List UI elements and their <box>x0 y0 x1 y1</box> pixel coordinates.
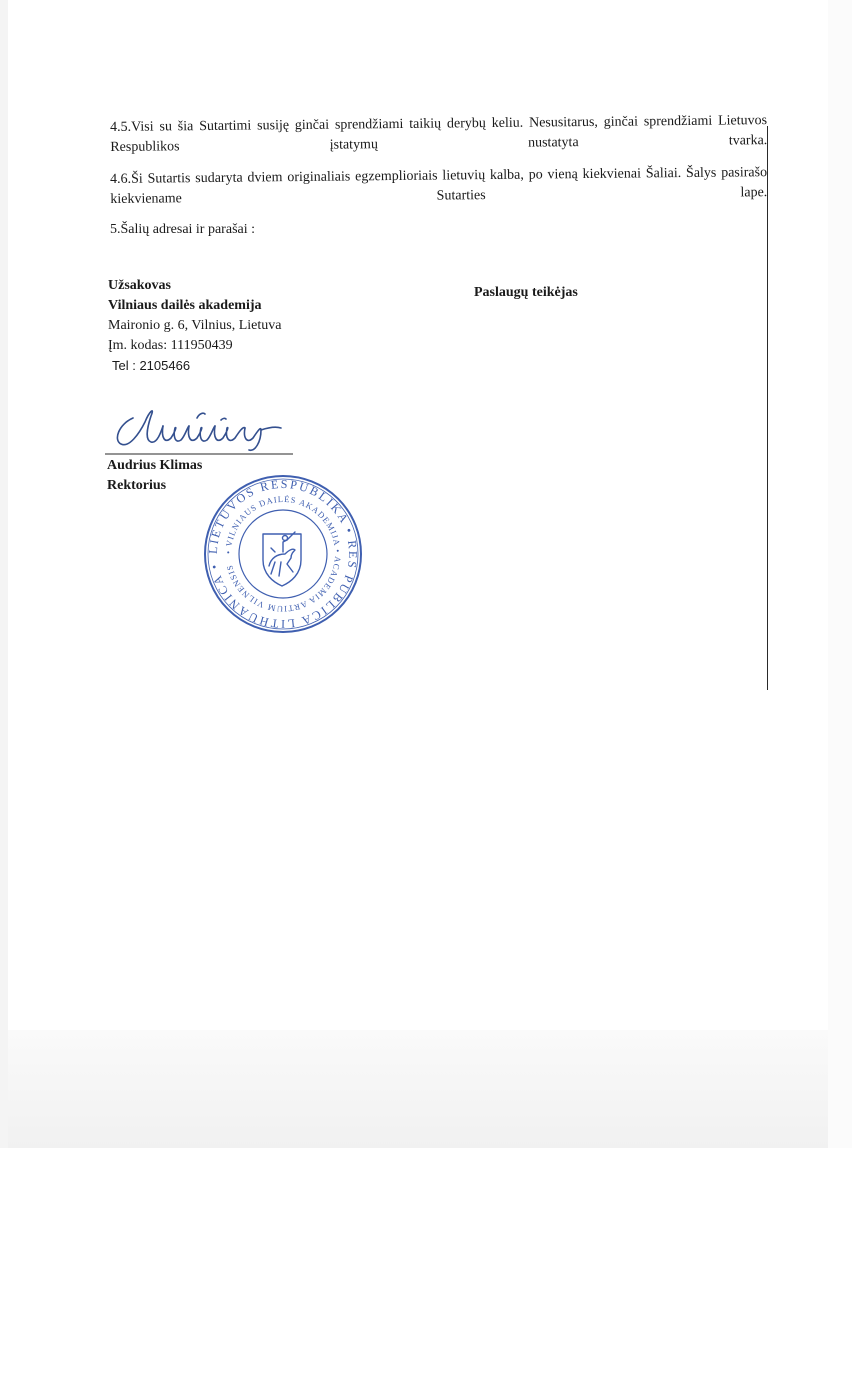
signatory-role: Rektorius <box>107 478 167 493</box>
provider-title: Paslaugų teikėjas <box>474 285 578 300</box>
clause-5-heading: 5.Šalių adresai ir parašai : <box>110 222 256 237</box>
handwritten-signature <box>105 398 305 458</box>
customer-phone: Tel : 2105466 <box>112 358 191 373</box>
customer-name: Vilniaus dailės akademija <box>108 298 262 313</box>
knight-emblem-icon <box>263 532 301 586</box>
customer-address: Maironio g. 6, Vilnius, Lietuva <box>108 318 282 333</box>
official-seal <box>201 474 365 634</box>
scan-edge-strip <box>828 0 852 1148</box>
blank-page-area <box>0 1148 852 1400</box>
customer-title: Užsakovas <box>108 278 172 293</box>
signatory-name: Audrius Klimas <box>107 458 203 473</box>
customer-company-code: Įm. kodas: 111950439 <box>108 338 233 353</box>
seal-outer-text: LIETUVOS RESPUBLIKA • RES PUBLICA LITHUANICA • <box>205 476 361 632</box>
scan-bottom-shade <box>8 1030 828 1148</box>
clause-4-5: 4.5.Visi su šia Sutartimi susiję ginčai sprendžiami taikių derybų keliu. Nesusitarus, ginčai sprendžiami Lietuvos Respublikos įstatymų nustatyta tvarka. <box>110 113 768 155</box>
clause-4-6: 4.6.Ši Sutartis sudaryta dviem originaliais egzemplioriais lietuvių kalba, po vieną kiekvienai Šaliai. Šalys pasirašo kiekviename Sutarties lape. <box>110 165 768 207</box>
seal-inner-text: • VILNIAUS DAILĖS AKADEMIJA • ACADEMIA ARTIUM VILNENSIS <box>222 493 344 615</box>
